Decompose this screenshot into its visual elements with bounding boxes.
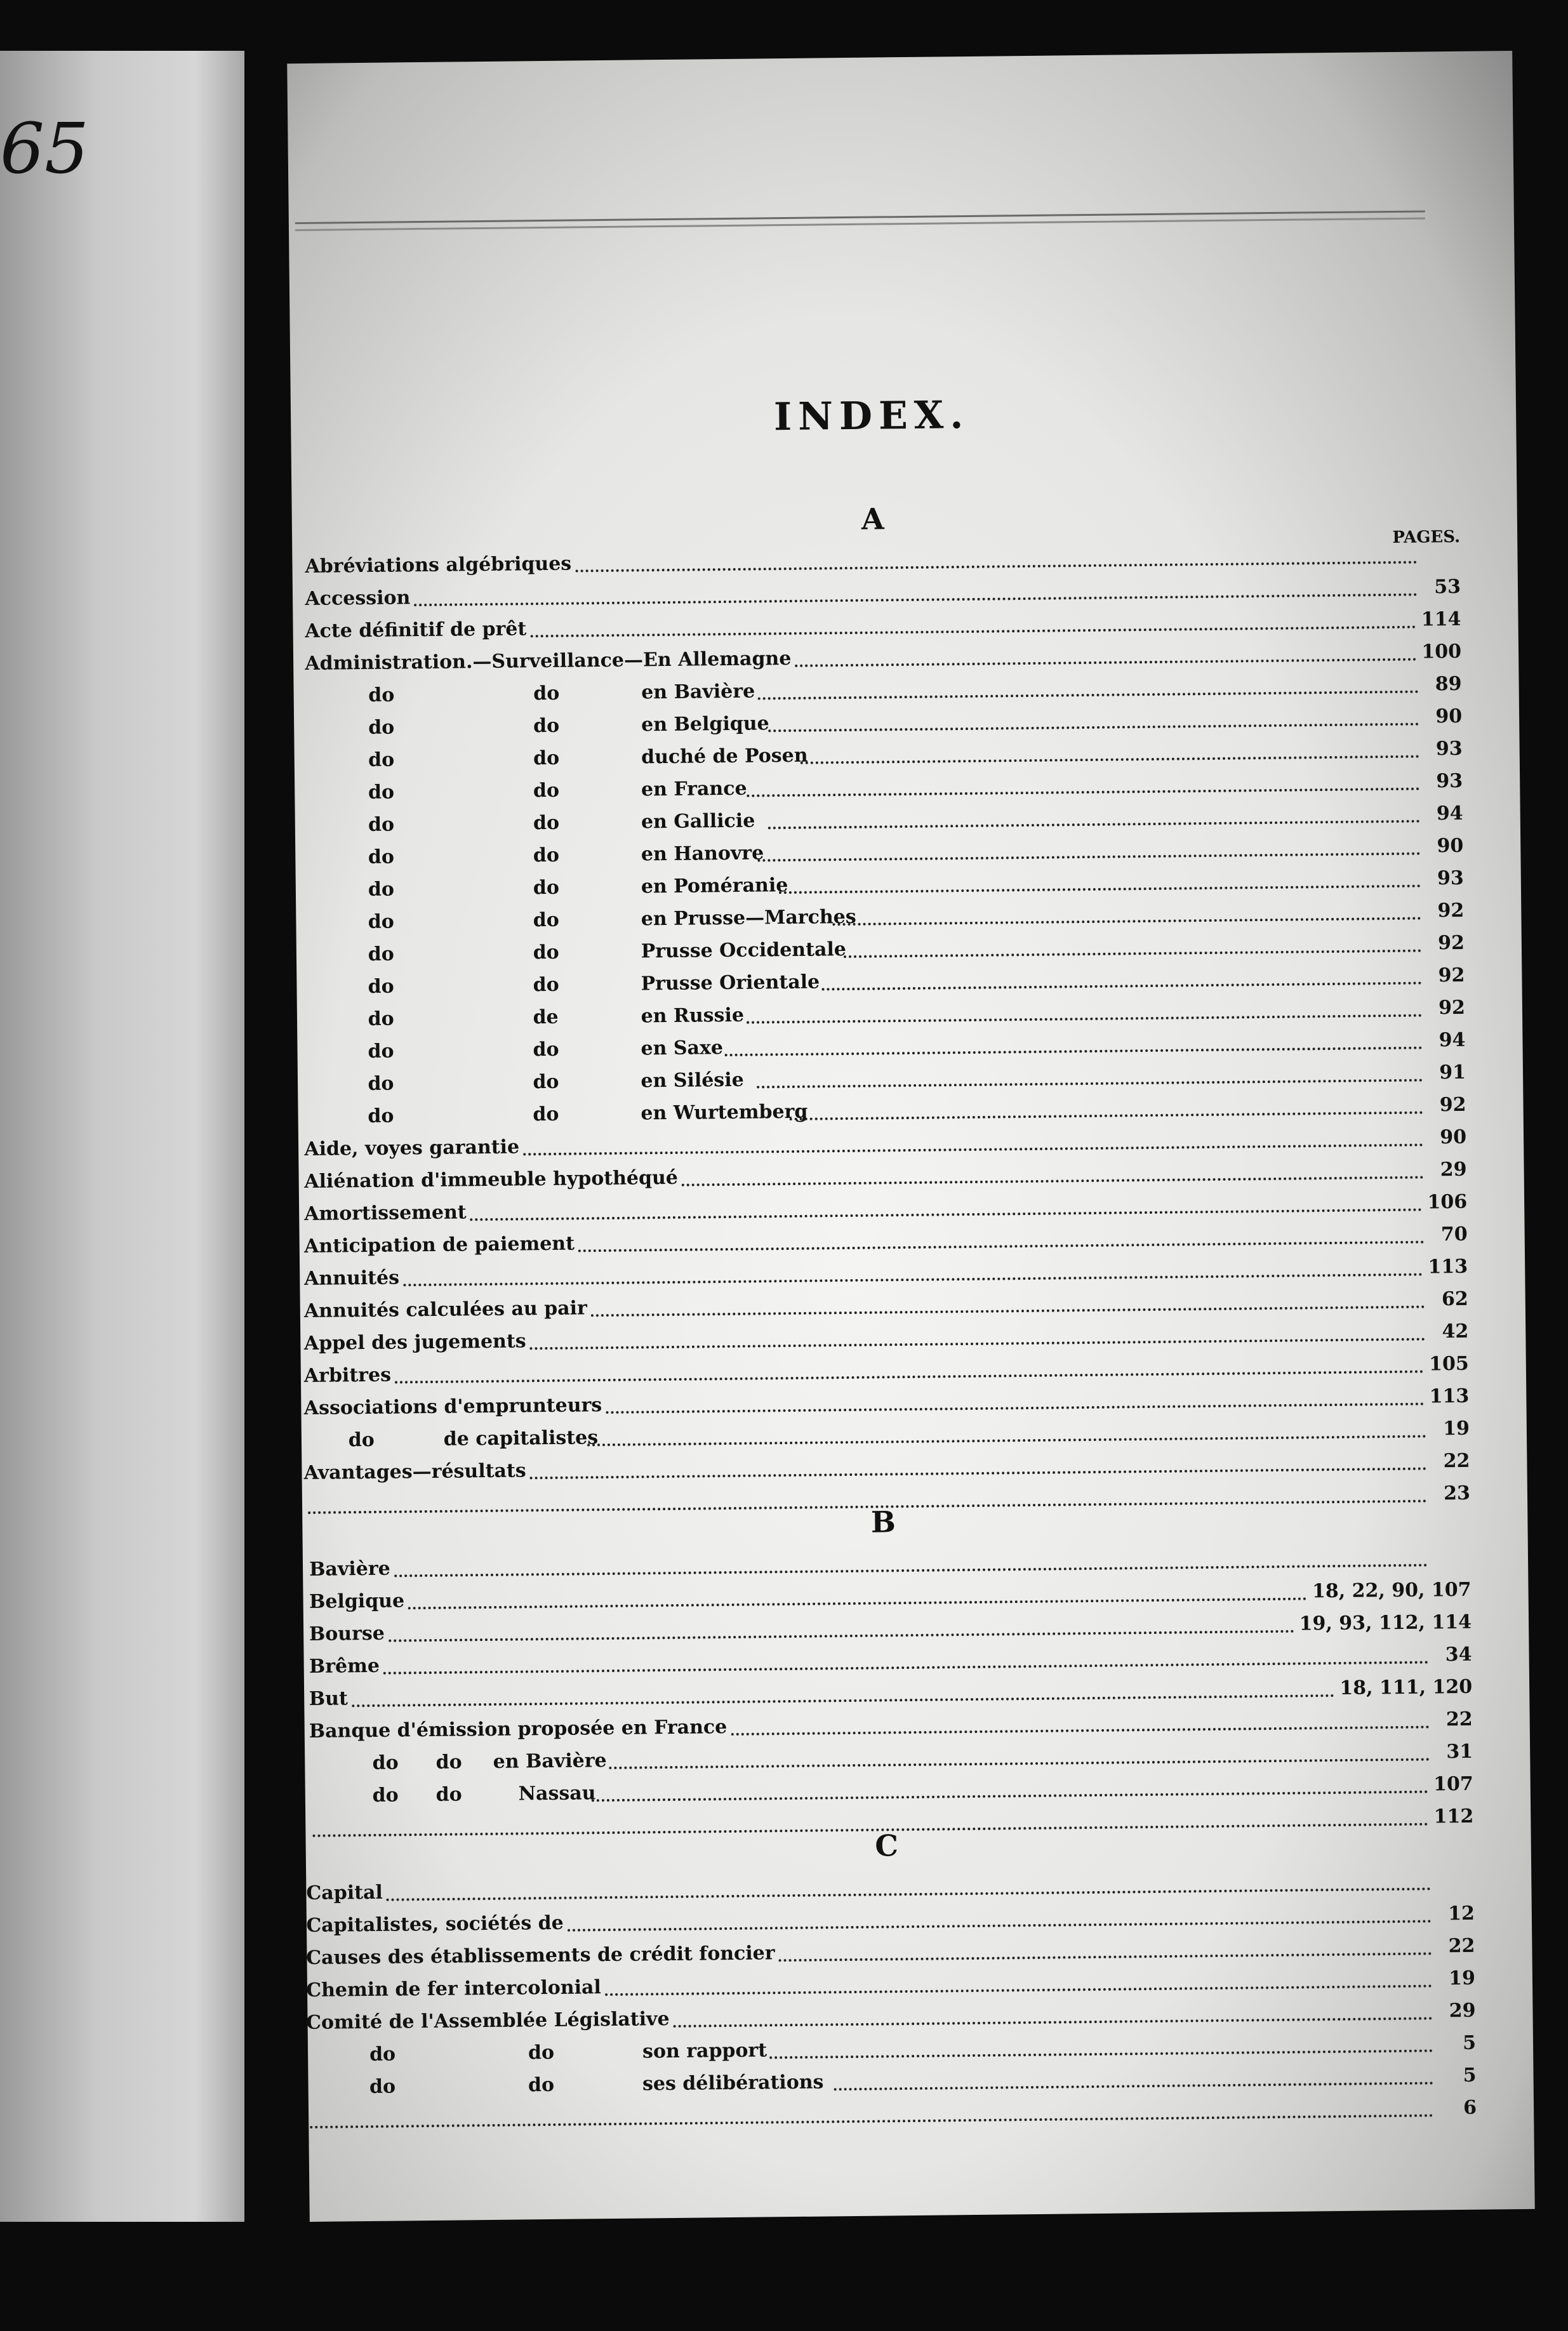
entry-ditto: do	[533, 876, 560, 900]
entry-term: do	[368, 975, 394, 998]
entry-ditto: do	[435, 1751, 462, 1774]
entry-ditto: do	[533, 1103, 559, 1126]
dot-leader	[592, 1791, 1429, 1802]
entry-subterm: en Bavière	[641, 680, 755, 704]
entry-term: do	[368, 910, 394, 933]
entry-page-number: 29	[1449, 1999, 1476, 2022]
entry-page-number: 5	[1462, 2031, 1477, 2054]
entry-page-number: 29	[1440, 1158, 1467, 1181]
dot-leader	[578, 1241, 1425, 1252]
dot-leader	[383, 1661, 1429, 1675]
entry-page-number: 22	[1448, 1934, 1475, 1958]
entry-subterm: Prusse Occidentale	[641, 938, 847, 963]
dot-leader	[605, 1984, 1432, 1996]
entry-term: do	[368, 846, 395, 868]
entry-page-number: 92	[1439, 1093, 1466, 1117]
entry-subterm: Prusse Orientale	[641, 971, 820, 995]
entry-ditto: do	[533, 941, 559, 964]
dot-leader	[731, 1725, 1429, 1736]
index-page	[287, 51, 1534, 2222]
facing-page	[0, 51, 244, 2222]
dot-leader	[801, 755, 1419, 764]
margin-number: 65	[0, 108, 89, 189]
entry-subterm: en Poméranie	[641, 874, 788, 898]
entry-page-number: 34	[1445, 1643, 1472, 1666]
dot-leader	[587, 1435, 1426, 1447]
index-entries	[287, 51, 1534, 2222]
entry-page-number: 113	[1429, 1385, 1470, 1408]
section-letter: A	[861, 501, 884, 536]
entry-page-number: 114	[1421, 608, 1461, 631]
entry-subterm: en Belgique	[641, 712, 769, 736]
entry-term: But	[309, 1687, 349, 1710]
dot-leader	[389, 1630, 1294, 1642]
entry-page-number: 19, 93, 112, 114	[1299, 1610, 1472, 1635]
entry-term: do	[368, 716, 395, 739]
dot-leader	[530, 1468, 1427, 1480]
entry-term: do	[368, 1040, 394, 1063]
dot-leader	[606, 1403, 1425, 1414]
dot-leader	[757, 691, 1418, 700]
pages-column-header: PAGES.	[1392, 527, 1461, 548]
entry-page-number: 22	[1443, 1449, 1470, 1473]
entry-term: Aliénation d'immeuble hypothéqué	[304, 1166, 679, 1193]
dot-leader	[725, 1047, 1423, 1057]
entry-page-number: 12	[1447, 1902, 1475, 1925]
entry-page-number: 89	[1435, 672, 1462, 696]
entry-page-number: 94	[1438, 1028, 1466, 1052]
entry-subterm: duché de Posen	[641, 744, 808, 769]
entry-page-number: 70	[1440, 1223, 1468, 1246]
entry-term: Comité de l'Assemblée Législative	[305, 2008, 670, 2035]
entry-ditto: do	[528, 2073, 555, 2097]
entry-subterm: en Prusse—Marches	[641, 905, 856, 931]
entry-subterm: en Silésie	[641, 1068, 744, 1092]
dot-leader	[609, 1758, 1430, 1769]
entry-page-number: 92	[1437, 931, 1465, 955]
entry-subterm: en Gallicie	[641, 809, 755, 833]
section-letter: C	[875, 1828, 899, 1863]
entry-ditto: do	[435, 1783, 462, 1806]
entry-term: do	[368, 1105, 394, 1127]
entry-page-number: 5	[1463, 2064, 1477, 2087]
entry-term: Aide, voyes garantie	[304, 1136, 520, 1161]
entry-ditto: do	[533, 908, 559, 932]
dot-leader	[591, 1306, 1425, 1317]
entry-term: Belgique	[309, 1590, 405, 1613]
entry-ditto: do	[533, 682, 560, 705]
entry-term: do	[368, 878, 395, 901]
entry-term: Annuités	[303, 1266, 400, 1291]
entry-subterm: ses délibérations	[642, 2071, 824, 2095]
entry-page-number: 107	[1433, 1772, 1473, 1796]
entry-page-number: 6	[1463, 2096, 1477, 2119]
entry-ditto: do	[533, 779, 560, 802]
entry-page-number: 31	[1446, 1740, 1473, 1763]
entry-page-number: 90	[1435, 705, 1463, 728]
entry-page-number: 93	[1435, 737, 1463, 760]
dot-leader	[530, 1338, 1426, 1350]
section-letter: B	[870, 1504, 896, 1539]
entry-ditto: do	[533, 747, 560, 770]
entry-page-number: 90	[1440, 1126, 1467, 1149]
entry-subterm: en Bavière	[493, 1750, 607, 1773]
page-title: INDEX.	[773, 392, 970, 440]
entry-term: do	[368, 943, 394, 966]
entry-page-number: 105	[1428, 1352, 1469, 1376]
entry-page-number: 92	[1438, 964, 1465, 987]
entry-page-number: 23	[1443, 1482, 1471, 1505]
entry-page-number: 93	[1436, 769, 1463, 793]
entry-subterm: en France	[641, 777, 747, 801]
dot-leader	[789, 1112, 1423, 1120]
entry-page-number: 94	[1436, 802, 1463, 825]
entry-page-number: 92	[1437, 899, 1465, 922]
dot-leader	[575, 561, 1417, 573]
dot-leader	[779, 885, 1421, 894]
entry-term: Abréviations algébriques	[305, 552, 572, 578]
entry-term: Causes des établissements de crédit foncier	[306, 1942, 775, 1970]
entry-term: do	[348, 1428, 375, 1452]
entry-page-number: 22	[1445, 1708, 1473, 1731]
entry-term: do	[369, 2075, 396, 2099]
dot-leader	[387, 1887, 1432, 1901]
entry-page-number: 18, 22, 90, 107	[1312, 1578, 1472, 1603]
entry-page-number: 18, 111, 120	[1339, 1675, 1473, 1699]
dot-leader	[834, 2082, 1433, 2090]
entry-subterm: en Hanovre	[641, 842, 764, 866]
entry-ditto: do	[528, 2041, 555, 2064]
entry-term: Amortissement	[304, 1201, 467, 1226]
entry-term: do	[369, 2043, 396, 2066]
entry-subterm: en Russie	[641, 1004, 745, 1028]
dot-leader	[394, 1564, 1428, 1577]
entry-ditto: do	[533, 811, 560, 835]
entry-term: Associations d'emprunteurs	[303, 1394, 602, 1420]
entry-term: do	[372, 1784, 399, 1807]
dot-leader	[352, 1694, 1335, 1707]
entry-term: do	[368, 1007, 394, 1030]
entry-page-number	[1433, 1572, 1471, 1573]
entry-term: Capitalistes, sociétés de	[306, 1911, 564, 1937]
entry-page-number: 100	[1421, 640, 1462, 663]
dot-leader	[568, 1920, 1432, 1931]
entry-term: Bavière	[309, 1557, 390, 1581]
dot-leader	[395, 1371, 1424, 1384]
entry-page-number: 42	[1442, 1320, 1469, 1343]
entry-page-number: 19	[1449, 1967, 1476, 1990]
entry-page-number: 91	[1439, 1061, 1466, 1084]
dot-leader	[470, 1209, 1423, 1221]
entry-subterm: en Saxe	[641, 1037, 724, 1060]
entry-term: Avantages—résultats	[303, 1459, 526, 1485]
entry-term: do	[368, 684, 395, 707]
dot-leader	[747, 788, 1419, 797]
entry-term: Arbitres	[303, 1364, 392, 1388]
entry-page-number: 112	[1433, 1805, 1474, 1828]
dot-leader	[310, 2114, 1433, 2128]
entry-term: Brême	[309, 1654, 380, 1678]
dot-leader	[747, 1014, 1422, 1024]
entry-subterm: Nassau	[518, 1782, 596, 1805]
entry-ditto: do	[533, 714, 560, 738]
entry-term: Accession	[305, 587, 411, 610]
entry-term: Annuités calculées au pair	[303, 1297, 587, 1323]
entry-ditto: do	[533, 1070, 559, 1094]
entry-page-number: 53	[1434, 575, 1461, 599]
entry-term: do	[368, 748, 395, 771]
entry-page-number: 106	[1427, 1190, 1468, 1214]
entry-term: do	[372, 1751, 399, 1774]
entry-subterm: en Wurtemberg	[641, 1100, 808, 1125]
dot-leader	[768, 820, 1420, 830]
dot-leader	[530, 626, 1416, 638]
dot-leader	[757, 853, 1420, 862]
entry-page-number: 92	[1438, 996, 1466, 1019]
entry-subterm: son rapport	[642, 2039, 767, 2063]
entry-page-number: 62	[1441, 1287, 1468, 1311]
dot-leader	[768, 723, 1419, 733]
dot-leader	[844, 950, 1421, 959]
entry-page-number	[1437, 1896, 1475, 1897]
dot-leader	[682, 1176, 1424, 1186]
entry-ditto: do	[533, 973, 559, 997]
entry-term: do	[368, 813, 395, 836]
dot-leader	[795, 658, 1416, 667]
entry-ditto: do	[533, 1038, 559, 1061]
entry-page-number: 93	[1437, 867, 1464, 890]
entry-page-number	[1423, 569, 1461, 570]
entry-term: Bourse	[309, 1622, 385, 1645]
dot-leader	[674, 2017, 1433, 2028]
dot-leader	[822, 982, 1422, 991]
entry-term: Banque d'émission proposée en France	[309, 1716, 728, 1743]
entry-page-number: 90	[1437, 834, 1464, 858]
entry-ditto: de	[533, 1006, 559, 1029]
entry-page-number: 19	[1442, 1417, 1470, 1440]
entry-term: Anticipation de paiement	[303, 1232, 575, 1258]
entry-term: Capital	[306, 1881, 383, 1905]
entry-term: do	[368, 781, 395, 804]
entry-term: do	[368, 1072, 394, 1095]
entry-ditto: de capitalistes	[443, 1426, 599, 1451]
dot-leader	[414, 594, 1418, 607]
entry-term: Appel des jugements	[303, 1330, 526, 1355]
entry-term: Chemin de fer intercolonial	[306, 1976, 602, 2002]
entry-page-number: 113	[1428, 1255, 1468, 1278]
dot-leader	[833, 917, 1421, 926]
dot-leader	[403, 1273, 1423, 1287]
dot-leader	[757, 1079, 1423, 1089]
entry-term: Administration.—Surveillance—En Allemagne	[305, 647, 792, 675]
entry-term: Acte définitif de prêt	[305, 618, 527, 642]
dot-leader	[408, 1598, 1307, 1610]
dot-leader	[523, 1144, 1423, 1156]
dot-leader	[769, 2049, 1433, 2059]
entry-ditto: do	[533, 844, 560, 867]
dot-leader	[779, 1952, 1432, 1962]
